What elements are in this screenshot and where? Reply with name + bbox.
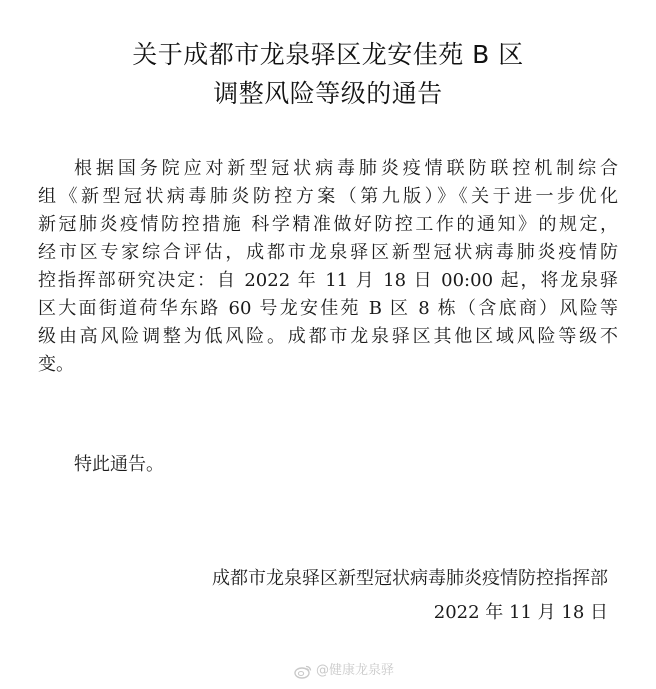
paragraph-line: 新冠肺炎疫情防控措施 科学精准做好防控工作的通知》的规定， (38, 214, 618, 235)
paragraph-line: 组《新型冠状病毒肺炎防控方案（第九版）》《关于进一步优化 (38, 186, 618, 207)
notice-title-line-1: 关于成都市龙泉驿区龙安佳苑 B 区 (132, 40, 524, 69)
notice-title-line-2: 调整风险等级的通告 (213, 79, 443, 108)
notice-paragraph-closing (38, 451, 618, 479)
notice-paragraph-main (38, 155, 618, 379)
paragraph-line: 控指挥部研究决定：自 2022 年 11 月 18 日 00:00 起，将龙泉驿 (38, 270, 618, 291)
paragraph-line: 经市区专家综合评估，成都市龙泉驿区新型冠状病毒肺炎疫情防 (38, 242, 618, 263)
paragraph-line: 区大面街道荷华东路 60 号龙安佳苑 B 区 8 栋（含底商）风险等 (38, 298, 618, 319)
paragraph-line: 根据国务院应对新型冠状病毒肺炎疫情联防联控机制综合 (74, 158, 618, 179)
signature-organization: 成都市龙泉驿区新型冠状病毒肺炎疫情防控指挥部 (212, 568, 608, 589)
paragraph-line: 变。 (38, 354, 74, 375)
weibo-icon (294, 664, 312, 679)
signature-date: 2022 年 11 月 18 日 (433, 602, 608, 623)
paragraph-line: 级由高风险调整为低风险。成都市龙泉驿区其他区域风险等级不 (38, 326, 618, 347)
watermark-text: @健康龙泉驿 (315, 663, 394, 678)
weibo-watermark (294, 663, 394, 679)
closing-line: 特此通告。 (74, 454, 164, 475)
